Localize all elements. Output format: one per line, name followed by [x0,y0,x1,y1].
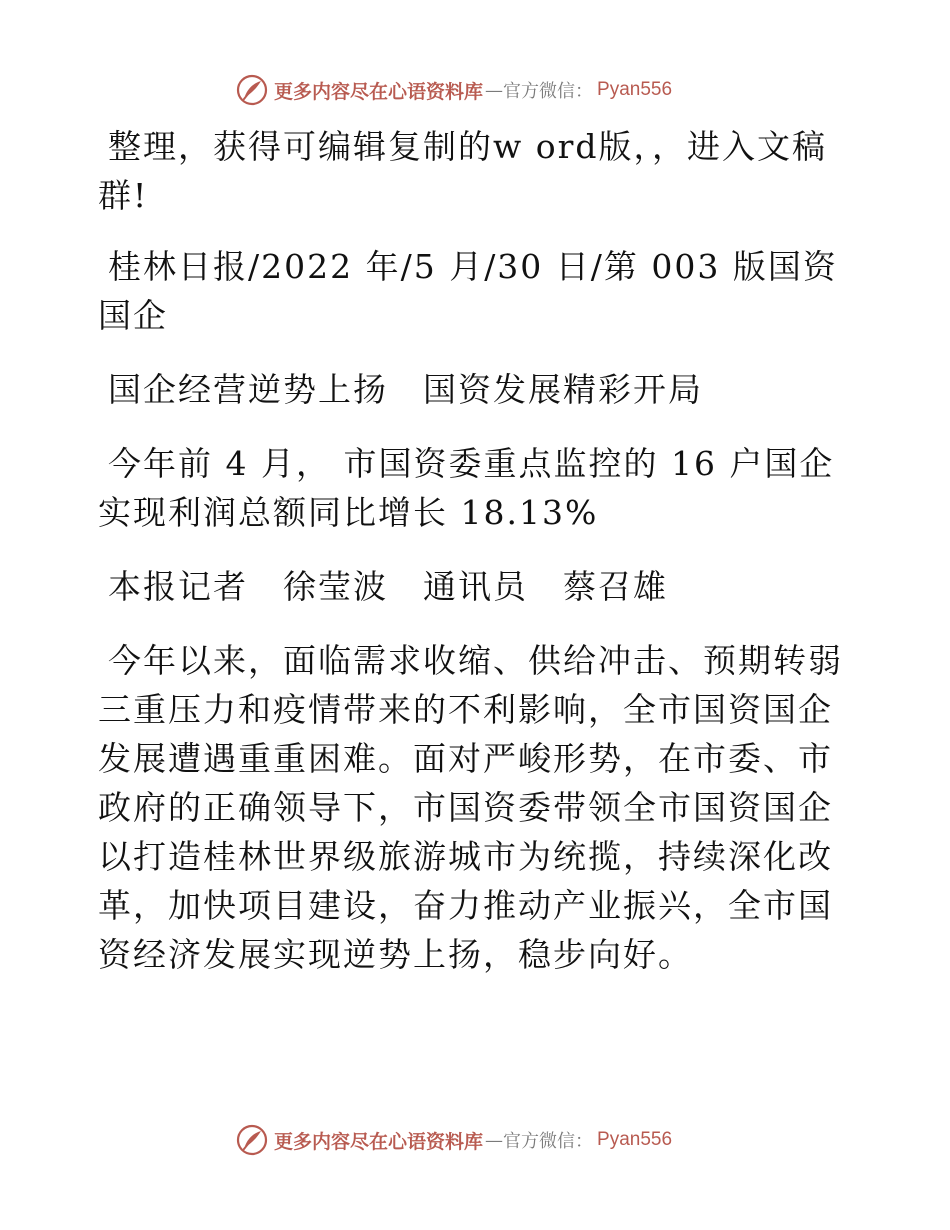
body-paragraph: 今年以来，面临需求收缩、供给冲击、预期转弱三重压力和疫情带来的不利影响，全市国资国企发展遭遇重重困难。面对严峻形势，在市委、市政府的正确领导下，市国资委带领全市国资国企以打造桂林世界级旅游城市为统揽，持续深化改革，加快项目建设，奋力推动产业振兴，全市国资经济发展实现逆势上扬，稳步向好。 [98,641,843,974]
article-subheadline: 今年前 4 月， 市国资委重点监控的 16 户国企实现利润总额同比增长 18.13% [98,444,835,532]
watermark-brand-text: 更多内容尽在心语资料库 [274,80,484,103]
watermark-wechat-label: 官方微信： [503,81,594,102]
document-body [98,122,858,1004]
intro-paragraph: 整理，获得可编辑复制的w ord版，，进入文稿群! [98,127,828,215]
source-line: 桂林日报/2022 年/5 月/30 日/第 003 版国资国企 [98,247,838,335]
watermark-wechat-label: 官方微信： [503,1131,594,1152]
article-headline: 国企经营逆势上扬 国资发展精彩开局 [108,370,703,409]
watermark-handle: Pyan556 [597,1129,673,1150]
quill-logo-icon [236,1124,268,1156]
watermark-separator: — [485,1129,504,1151]
header-watermark [236,73,672,107]
watermark-handle: Pyan556 [597,79,673,100]
byline: 本报记者 徐莹波 通讯员 蔡召雄 [108,567,668,606]
watermark-brand-text: 更多内容尽在心语资料库 [274,1130,484,1153]
footer-watermark [236,1123,672,1157]
quill-logo-icon [236,74,268,106]
watermark-separator: — [485,79,504,101]
